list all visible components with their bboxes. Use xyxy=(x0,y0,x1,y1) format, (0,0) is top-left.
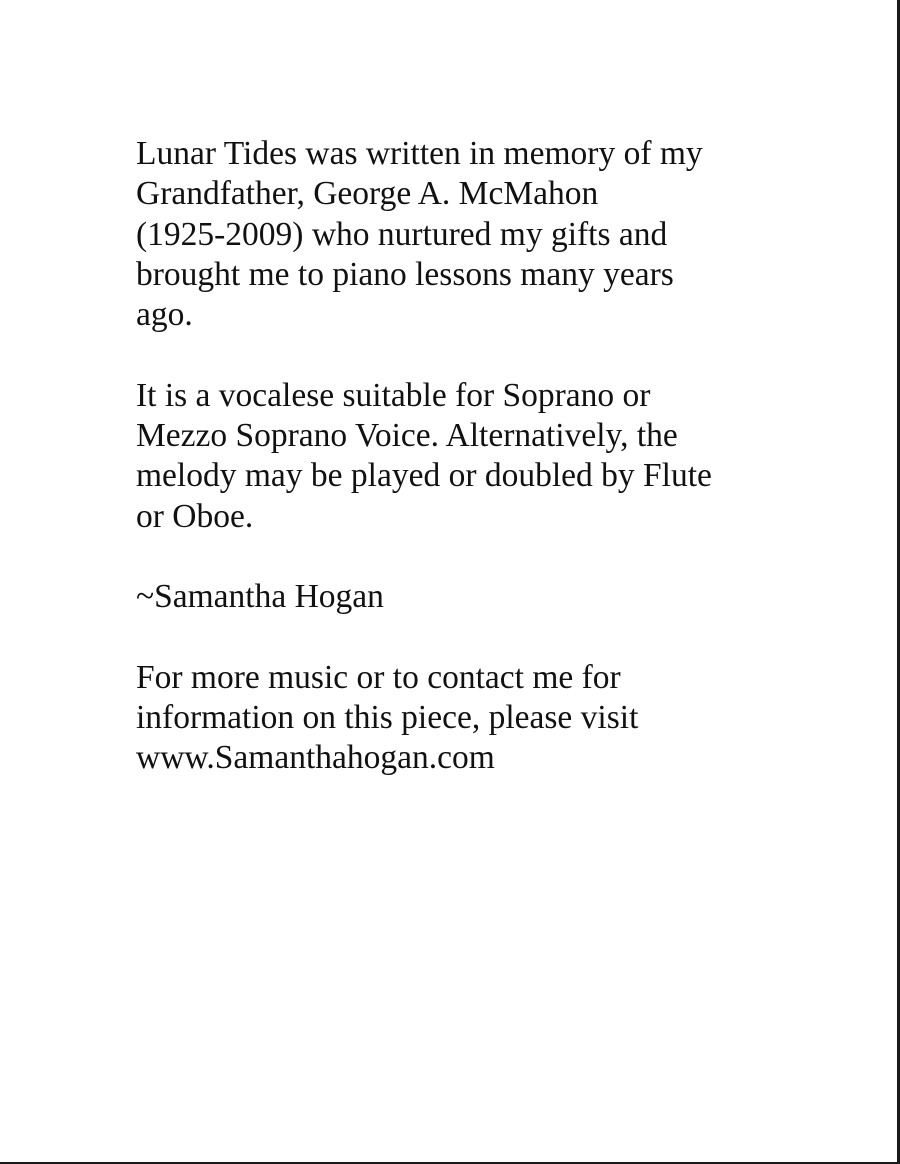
text-line: brought me to piano lessons many years xyxy=(136,255,674,293)
text-line: (1925-2009) who nurtured my gifts and xyxy=(136,215,668,253)
text-line: ago. xyxy=(136,296,193,334)
dedication-paragraph xyxy=(136,134,776,335)
signature-text: ~Samantha Hogan xyxy=(136,578,384,616)
text-line: Mezzo Soprano Voice. Alternatively, the xyxy=(136,417,678,455)
instrumentation-paragraph xyxy=(136,376,776,537)
text-line: information on this piece, please visit xyxy=(136,699,639,737)
text-line: or Oboe. xyxy=(136,497,254,535)
signature xyxy=(136,577,776,617)
text-line: Lunar Tides was written in memory of my xyxy=(136,135,703,172)
website-url: www.Samanthahogan.com xyxy=(136,739,495,777)
text-line: It is a vocalese suitable for Soprano or xyxy=(136,376,651,414)
document-body xyxy=(136,134,776,819)
text-line: Grandfather, George A. McMahon xyxy=(136,175,599,213)
text-line: For more music or to contact me for xyxy=(136,658,621,696)
contact-paragraph xyxy=(136,658,776,779)
text-line: melody may be played or doubled by Flute xyxy=(136,457,712,495)
